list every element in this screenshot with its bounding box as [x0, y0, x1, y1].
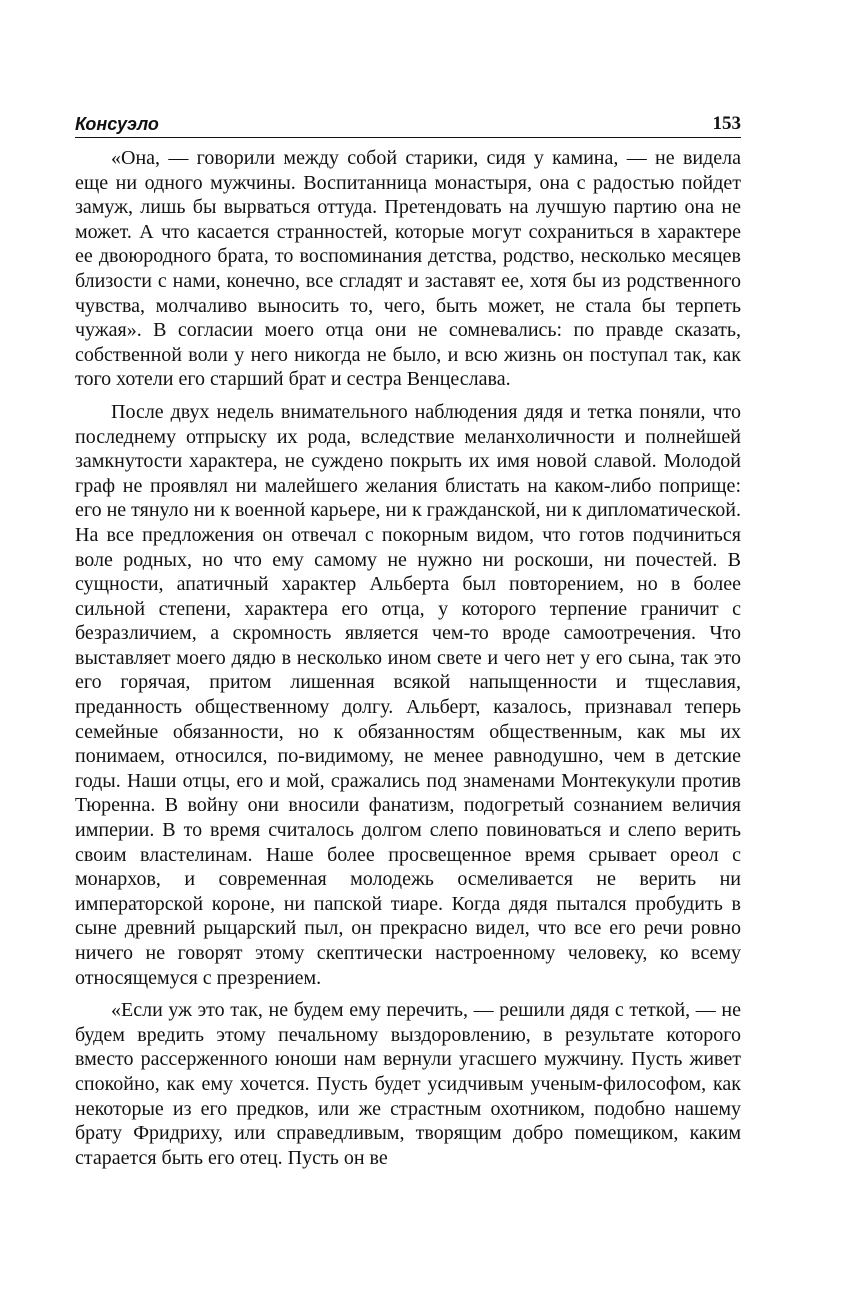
- book-page: [75, 106, 741, 1170]
- page-number: 153: [712, 113, 741, 134]
- paragraph-1: «Она, — говорили между собой старики, сидя у камина, — не видела еще ни одного мужчины. Воспитанница монастыря, она с радостью пойдет замуж, лишь бы вырваться оттуда. Претендовать на лучшую партию она не может. А что касается странностей, которые могут сохраниться в характере ее двоюродного брата, то воспоминания детства, родство, несколько месяцев близости с нами, конечно, все сгладят и заставят ее, хотя бы из родственного чувства, молчаливо выносить то, чего, быть может, не стала бы терпеть чужая». В согласии моего отца они не сомневались: по правде сказать, собственной воли у него никогда не было, и всю жизнь он поступал так, как того хотели его старший брат и сестра Венцеслава.: [75, 147, 741, 391]
- body-text: [75, 146, 741, 1170]
- book-title: Консуэло: [75, 114, 159, 134]
- running-header: [75, 106, 741, 138]
- paragraph-3: «Если уж это так, не будем ему перечить, — решили дядя с теткой, — не будем вредить этому печальному выздоровлению, в результате которого вместо рассерженного юноши нам вернули угасшего мужчину. Пусть живет спокойно, как ему хочется. Пусть будет усидчивым ученым-философом, как некоторые из его предков, или же страстным охотником, подобно нашему брату Фридриху, или справедливым, творящим добро помещиком, каким старается быть его отец. Пусть он ве: [75, 999, 741, 1169]
- paragraph-2: После двух недель внимательного наблюдения дядя и тетка поняли, что последнему отпрыску их рода, вследствие меланхоличности и полнейшей замкнутости характера, не суждено покрыть их имя новой славой. Молодой граф не проявлял ни малейшего желания блистать на каком-либо поприще: его не тянуло ни к военной карьере, ни к гражданской, ни к дипломатической. На все предложения он отвечал с покорным видом, что готов подчиниться воле родных, но что ему самому не нужно ни роскоши, ни почестей. В сущности, апатичный характер Альберта был повторением, но в более сильной степени, характера его отца, у которого терпение граничит с безразличием, а скромность является чем-то вроде самоотречения. Что выставляет моего дядю в несколько ином свете и чего нет у его сына, так это его горячая, притом лишенная всякой напыщенности и тщеславия, преданность общественному долгу. Альберт, казалось, признавал теперь семейные обязанности, но к обязанностям общественным, как мы их понимаем, относился, по-видимому, не менее равнодушно, чем в детские годы. Наши отцы, его и мой, сражались под знаменами Монтекукули против Тюренна. В войну они вносили фанатизм, подогретый сознанием величия империи. В то время считалось долгом слепо повиноваться и слепо верить своим властелинам. Наше более просвещенное время срывает ореол с монархов, и современная молодежь осмеливается не верить ни императорской короне, ни папской тиаре. Когда дядя пытался пробудить в сыне древний рыцарский пыл, он прекрасно видел, что все его речи ровно ничего не говорят этому скептически настроенному человеку, ко всему относящемуся с презрением.: [75, 400, 741, 989]
